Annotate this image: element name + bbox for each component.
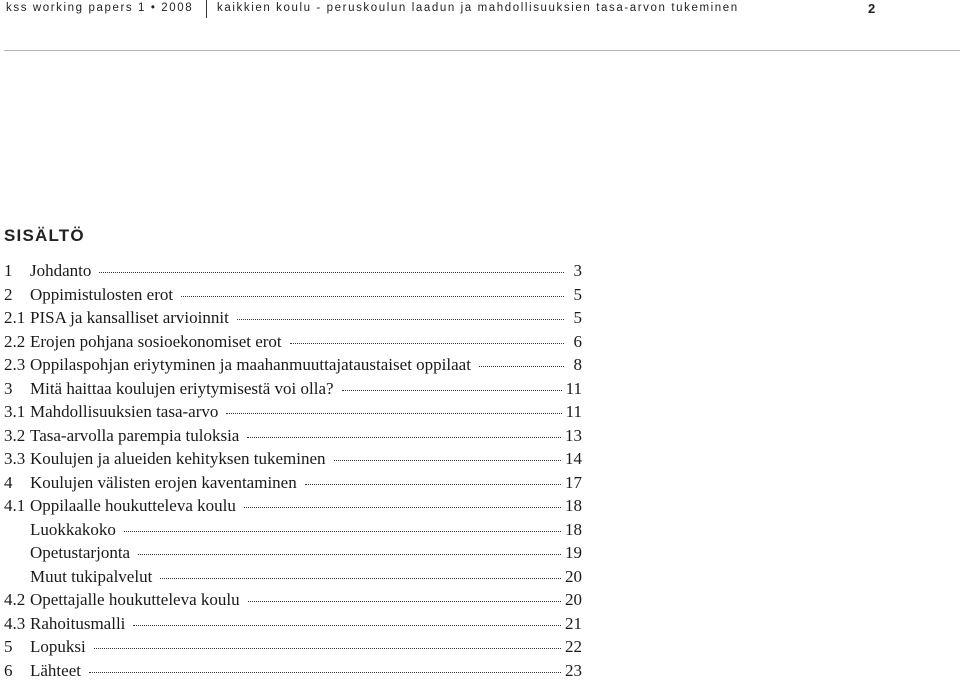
toc-entry-page: 20 — [565, 590, 582, 609]
dot-leader — [479, 365, 564, 367]
dot-leader — [124, 530, 561, 532]
dot-leader — [244, 506, 561, 508]
toc-entry-label: Oppilaspohjan eriytyminen ja maahanmuuttajataustaiset oppilaat — [30, 355, 471, 374]
toc-entry-label: Opettajalle houkutteleva koulu — [30, 590, 240, 609]
toc-entry-page: 6 — [573, 331, 582, 351]
dot-leader — [99, 271, 564, 273]
toc-entry[interactable] — [4, 378, 582, 400]
toc-entry[interactable] — [4, 566, 582, 588]
toc-entry-label: Koulujen ja alueiden kehityksen tukeminen — [30, 449, 326, 468]
toc-heading: SISÄLTÖ — [4, 226, 85, 245]
toc-entry-label: Oppilaalle houkutteleva koulu — [30, 496, 236, 515]
toc-entry-number: 5 — [4, 637, 13, 656]
toc-entry-page: 23 — [565, 660, 582, 680]
toc-entry-page: 20 — [565, 566, 582, 586]
toc-entry[interactable] — [4, 636, 582, 658]
header-rule — [4, 50, 960, 51]
toc-entry-number: 3.2 — [4, 425, 26, 445]
toc-entry[interactable] — [4, 260, 582, 282]
toc-entry-page: 21 — [565, 613, 582, 633]
toc-entry-number: 6 — [4, 660, 13, 680]
toc-entry-number: 3.1 — [4, 402, 26, 421]
toc-entry[interactable] — [4, 542, 582, 564]
toc-entry-label: PISA ja kansalliset arvioinnit — [30, 308, 229, 327]
toc-entry-label: Lähteet — [30, 660, 81, 680]
toc-entry-page: 18 — [565, 496, 582, 515]
toc-entry-label: Luokkakoko — [30, 519, 116, 539]
dot-leader — [305, 483, 561, 485]
toc-entry-label: Rahoitusmalli — [30, 613, 126, 633]
dot-leader — [247, 436, 561, 438]
dot-leader — [342, 389, 562, 391]
dot-leader — [334, 459, 561, 461]
toc-entry[interactable] — [4, 472, 582, 494]
toc-entry-number: 4 — [4, 472, 13, 492]
toc-entry-label: Tasa-arvolla parempia tuloksia — [30, 425, 240, 445]
header-divider — [206, 0, 207, 18]
dot-leader — [226, 412, 561, 414]
toc-entry-number: 4.1 — [4, 496, 26, 515]
toc-entry-page: 11 — [565, 402, 582, 421]
dot-leader — [248, 600, 561, 602]
toc-entry-label: Opetustarjonta — [30, 543, 131, 562]
toc-entry-number: 3 — [4, 378, 13, 398]
toc-entry-page: 8 — [573, 355, 582, 374]
toc-entry-number: 2 — [4, 284, 13, 304]
toc-entry[interactable] — [4, 307, 582, 329]
dot-leader — [138, 553, 561, 555]
series-title: kss working papers 1 • 2008 — [6, 2, 194, 14]
dot-leader — [290, 342, 564, 344]
toc-entry-number: 2.1 — [4, 308, 26, 327]
document-title: kaikkien koulu - peruskoulun laadun ja mahdollisuuksien tasa-arvon tukeminen — [217, 2, 739, 14]
toc-entry[interactable] — [4, 425, 582, 447]
toc-entry[interactable] — [4, 401, 582, 423]
toc-entry-page: 13 — [565, 425, 582, 445]
toc-entry-label: Lopuksi — [30, 637, 86, 656]
toc-entry[interactable] — [4, 613, 582, 635]
toc-entry-page: 18 — [565, 519, 582, 539]
toc-entry-label: Oppimistulosten erot — [30, 284, 174, 304]
dot-leader — [181, 295, 564, 297]
toc-entry-label: Mahdollisuuksien tasa-arvo — [30, 402, 219, 421]
toc-entry-page: 14 — [565, 449, 582, 468]
toc-entry-number: 4.2 — [4, 590, 26, 609]
toc-entry-page: 17 — [565, 472, 582, 492]
toc-entry[interactable] — [4, 660, 582, 682]
toc-entry[interactable] — [4, 519, 582, 541]
toc-entry[interactable] — [4, 284, 582, 306]
toc-entry[interactable] — [4, 495, 582, 517]
toc-entry[interactable] — [4, 331, 582, 353]
dot-leader — [89, 671, 561, 673]
toc-entry-page: 3 — [573, 261, 582, 280]
dot-leader — [237, 318, 564, 320]
toc-entry-number: 4.3 — [4, 613, 26, 633]
toc-entry-label: Muut tukipalvelut — [30, 566, 153, 586]
toc-entry-number: 3.3 — [4, 449, 26, 468]
dot-leader — [94, 647, 561, 649]
toc-entry-page: 5 — [573, 308, 582, 327]
toc-entry-number: 1 — [4, 261, 13, 280]
toc-entry-page: 19 — [565, 543, 582, 562]
toc-entry-page: 22 — [565, 637, 582, 656]
page-number: 2 — [868, 1, 876, 16]
toc-entry-number: 2.3 — [4, 355, 26, 374]
toc-entry[interactable] — [4, 354, 582, 376]
toc-entry-label: Erojen pohjana sosioekonomiset erot — [30, 331, 282, 351]
toc-entry-label: Johdanto — [30, 261, 92, 280]
toc-entry[interactable] — [4, 448, 582, 470]
page-header — [0, 0, 960, 20]
toc-entry-number: 2.2 — [4, 331, 26, 351]
dot-leader — [133, 624, 561, 626]
dot-leader — [160, 577, 561, 579]
toc-entry-page: 5 — [573, 284, 582, 304]
toc-entry[interactable] — [4, 589, 582, 611]
toc-entry-label: Mitä haittaa koulujen eriytymisestä voi olla? — [30, 378, 334, 398]
toc-entry-label: Koulujen välisten erojen kaventaminen — [30, 472, 297, 492]
toc-entry-page: 11 — [565, 378, 582, 398]
